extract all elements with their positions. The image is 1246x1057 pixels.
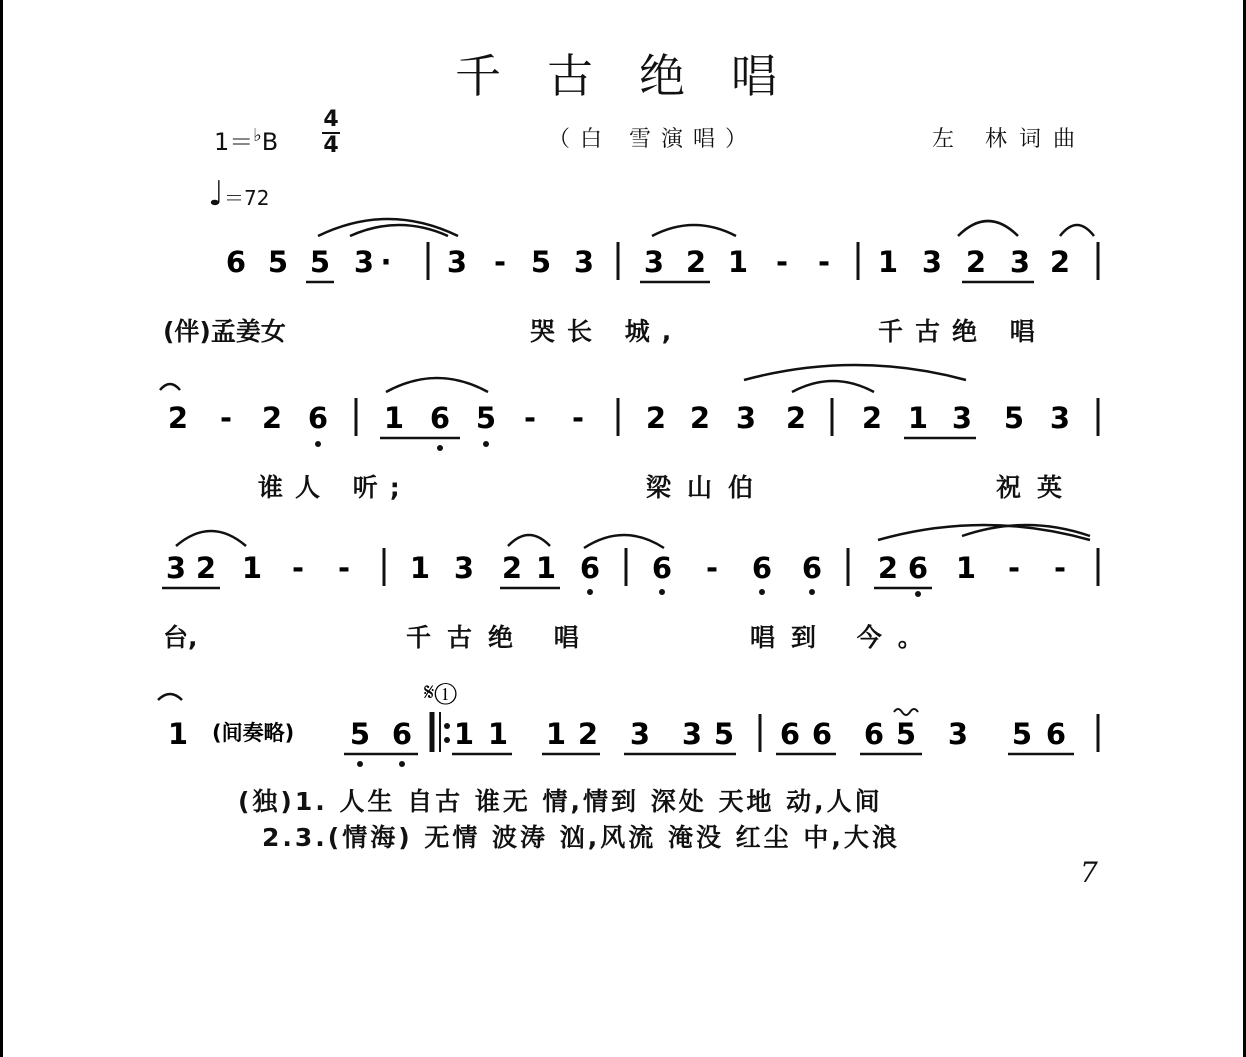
slur-s1-a xyxy=(318,219,458,236)
lyric-line2-b: 梁山伯 xyxy=(646,473,770,502)
interlude-label: (间奏略) xyxy=(212,721,295,745)
note-s1-m4-2: 3 xyxy=(921,245,943,279)
note-s1-m3-3: 1 xyxy=(727,245,749,279)
note-s2-m4-5: 3 xyxy=(1049,401,1071,435)
low-dot-4 xyxy=(587,589,593,595)
trill-mark xyxy=(894,709,918,715)
singer-credit: （白 雪演唱） xyxy=(548,127,757,152)
note-s3-m3-4: 6 xyxy=(801,551,823,585)
note-s3-m1-4: - xyxy=(291,551,305,585)
note-s3-m1-5: - xyxy=(337,551,351,585)
note-s3-m3-1: 6 xyxy=(651,551,673,585)
note-s4-m3-3: 6 xyxy=(863,717,885,751)
note-s4-m2-5: 3 xyxy=(629,717,651,751)
note-s2-m3-2: 2 xyxy=(689,401,711,435)
tie-s2-a xyxy=(160,384,180,390)
low-dot-9 xyxy=(357,761,363,767)
lyric-line1-c: 千古绝 唱 xyxy=(878,317,1047,346)
note-s2-m3-3: 3 xyxy=(735,401,757,435)
note-s1-m2-1: 3 xyxy=(446,245,468,279)
low-dot-8 xyxy=(915,591,921,597)
note-s1-m4-4: 3 xyxy=(1009,245,1031,279)
note-s2-m1-2: - xyxy=(219,401,233,435)
key-note: B xyxy=(261,128,279,156)
note-s3-m4-4: - xyxy=(1007,551,1021,585)
note-s3-m2-3: 2 xyxy=(501,551,523,585)
note-s3-m1-2: 2 xyxy=(195,551,217,585)
page-number: 7 xyxy=(1080,856,1098,889)
note-s3-m2-5: 6 xyxy=(579,551,601,585)
low-dot-5 xyxy=(659,589,665,595)
slur-s1-c xyxy=(652,225,736,236)
note-s3-m4-3: 1 xyxy=(955,551,977,585)
note-s2-m4-2: 1 xyxy=(907,401,929,435)
segno-mark: 𝄋① xyxy=(424,678,457,706)
note-s3-m4-5: - xyxy=(1053,551,1067,585)
lyric-line1-b: 哭长 城, xyxy=(530,317,684,346)
low-dot-10 xyxy=(399,761,405,767)
note-s4-m1-3: 5 xyxy=(349,717,371,751)
note-s1-m1-3: 5 xyxy=(309,245,331,279)
note-s3-m1-1: 3 xyxy=(165,551,187,585)
verse-line-2: 2.3.(情海) 无情 波涛 汹,风流 淹没 红尘 中,大浪 xyxy=(262,823,900,852)
lyric-line1-a: (伴)孟姜女 xyxy=(163,317,286,346)
slur-s1-e xyxy=(1060,225,1094,236)
note-s1-m1-2: 5 xyxy=(267,245,289,279)
note-s4-m3-6: 5 xyxy=(1011,717,1033,751)
note-s3-m1-3: 1 xyxy=(241,551,263,585)
note-s1-m2-3: 5 xyxy=(530,245,552,279)
note-s4-m3-4: 5 xyxy=(895,717,917,751)
time-bottom: 4 xyxy=(323,133,339,158)
note-s2-m3-1: 2 xyxy=(645,401,667,435)
note-s3-m2-1: 1 xyxy=(409,551,431,585)
note-s3-m2-2: 3 xyxy=(453,551,475,585)
low-dot-2 xyxy=(437,445,443,451)
quarter-note-icon: ♩ xyxy=(208,174,225,214)
tempo-value: ＝72 xyxy=(224,186,270,210)
lyric-line3-a: 台, xyxy=(163,623,198,652)
note-s4-m2-7: 5 xyxy=(713,717,735,751)
verse-line-1: (独)1. 人生 自古 谁无 情,情到 深处 天地 动,人间 xyxy=(238,787,883,816)
note-s2-m1-4: 6 xyxy=(307,401,329,435)
note-s3-m4-1: 2 xyxy=(877,551,899,585)
note-s2-m2-1: 1 xyxy=(383,401,405,435)
note-s4-m2-6: 3 xyxy=(681,717,703,751)
slur-s2-a xyxy=(386,378,488,392)
note-s1-m4-5: 2 xyxy=(1049,245,1071,279)
note-s4-m3-2: 6 xyxy=(811,717,833,751)
slur-s2-b xyxy=(744,365,966,380)
note-s4-m1-4: 6 xyxy=(391,717,413,751)
note-s4-m3-5: 3 xyxy=(947,717,969,751)
note-s3-m2-4: 1 xyxy=(535,551,557,585)
composer-credit: 左 林词曲 xyxy=(932,127,1087,152)
lyric-line3-b: 千古绝 唱 xyxy=(406,623,595,652)
slur-s3-c xyxy=(584,535,664,548)
slur-s3-b xyxy=(508,535,550,546)
note-s1-m1-1: 6 xyxy=(225,245,247,279)
note-s2-m4-1: 2 xyxy=(861,401,883,435)
slur-s1-d xyxy=(958,221,1018,236)
note-s3-m3-2: - xyxy=(705,551,719,585)
note-s1-m4-1: 1 xyxy=(877,245,899,279)
note-s1-m3-1: 3 xyxy=(643,245,665,279)
low-dot-6 xyxy=(759,589,765,595)
note-s1-m4-3: 2 xyxy=(965,245,987,279)
note-s1-m1-4: 3 xyxy=(353,245,375,279)
note-s4-m2-2: 1 xyxy=(487,717,509,751)
flat-sign: ♭ xyxy=(253,125,262,146)
note-s2-m4-4: 5 xyxy=(1003,401,1025,435)
note-s4-m2-4: 2 xyxy=(577,717,599,751)
note-s4-m2-1: 1 xyxy=(453,717,475,751)
note-s1-m2-4: 3 xyxy=(573,245,595,279)
note-s4-m3-7: 6 xyxy=(1045,717,1067,751)
note-s3-m3-3: 6 xyxy=(751,551,773,585)
note-s2-m2-2: 6 xyxy=(429,401,451,435)
low-dot-1 xyxy=(315,441,321,447)
note-s4-m2-3: 1 xyxy=(545,717,567,751)
note-s1-m3-2: 2 xyxy=(685,245,707,279)
low-dot-7 xyxy=(809,589,815,595)
note-s2-m2-4: - xyxy=(523,401,537,435)
note-s2-m3-4: 2 xyxy=(785,401,807,435)
note-s3-m4-2: 6 xyxy=(907,551,929,585)
note-s4-m3-1: 6 xyxy=(779,717,801,751)
repeat-dot-top xyxy=(444,723,450,729)
song-title: 千古绝唱 xyxy=(455,49,823,103)
low-dot-3 xyxy=(483,441,489,447)
slur-s2-c xyxy=(792,381,874,392)
note-s2-m1-3: 2 xyxy=(261,401,283,435)
lyric-line2-c: 祝英 xyxy=(996,473,1079,502)
slur-s3-a xyxy=(176,531,246,546)
note-s2-m4-3: 3 xyxy=(951,401,973,435)
note-s1-m2-2: - xyxy=(493,245,507,279)
note-s2-m2-3: 5 xyxy=(475,401,497,435)
tie-s4-a xyxy=(158,694,182,700)
note-s2-m2-5: - xyxy=(571,401,585,435)
note-s2-m1-1: 2 xyxy=(167,401,189,435)
repeat-dot-bottom xyxy=(444,737,450,743)
note-s1-m3-4: - xyxy=(775,245,789,279)
key-prefix: 1＝ xyxy=(214,128,254,156)
time-top: 4 xyxy=(323,107,339,132)
note-s4-m1-1: 1 xyxy=(167,717,189,751)
lyric-line2-a: 谁人 听; xyxy=(258,473,412,502)
note-s1-m3-5: - xyxy=(817,245,831,279)
lyric-line3-c: 唱到 今。 xyxy=(750,623,939,652)
note-s1-m1-5: · xyxy=(380,245,392,279)
